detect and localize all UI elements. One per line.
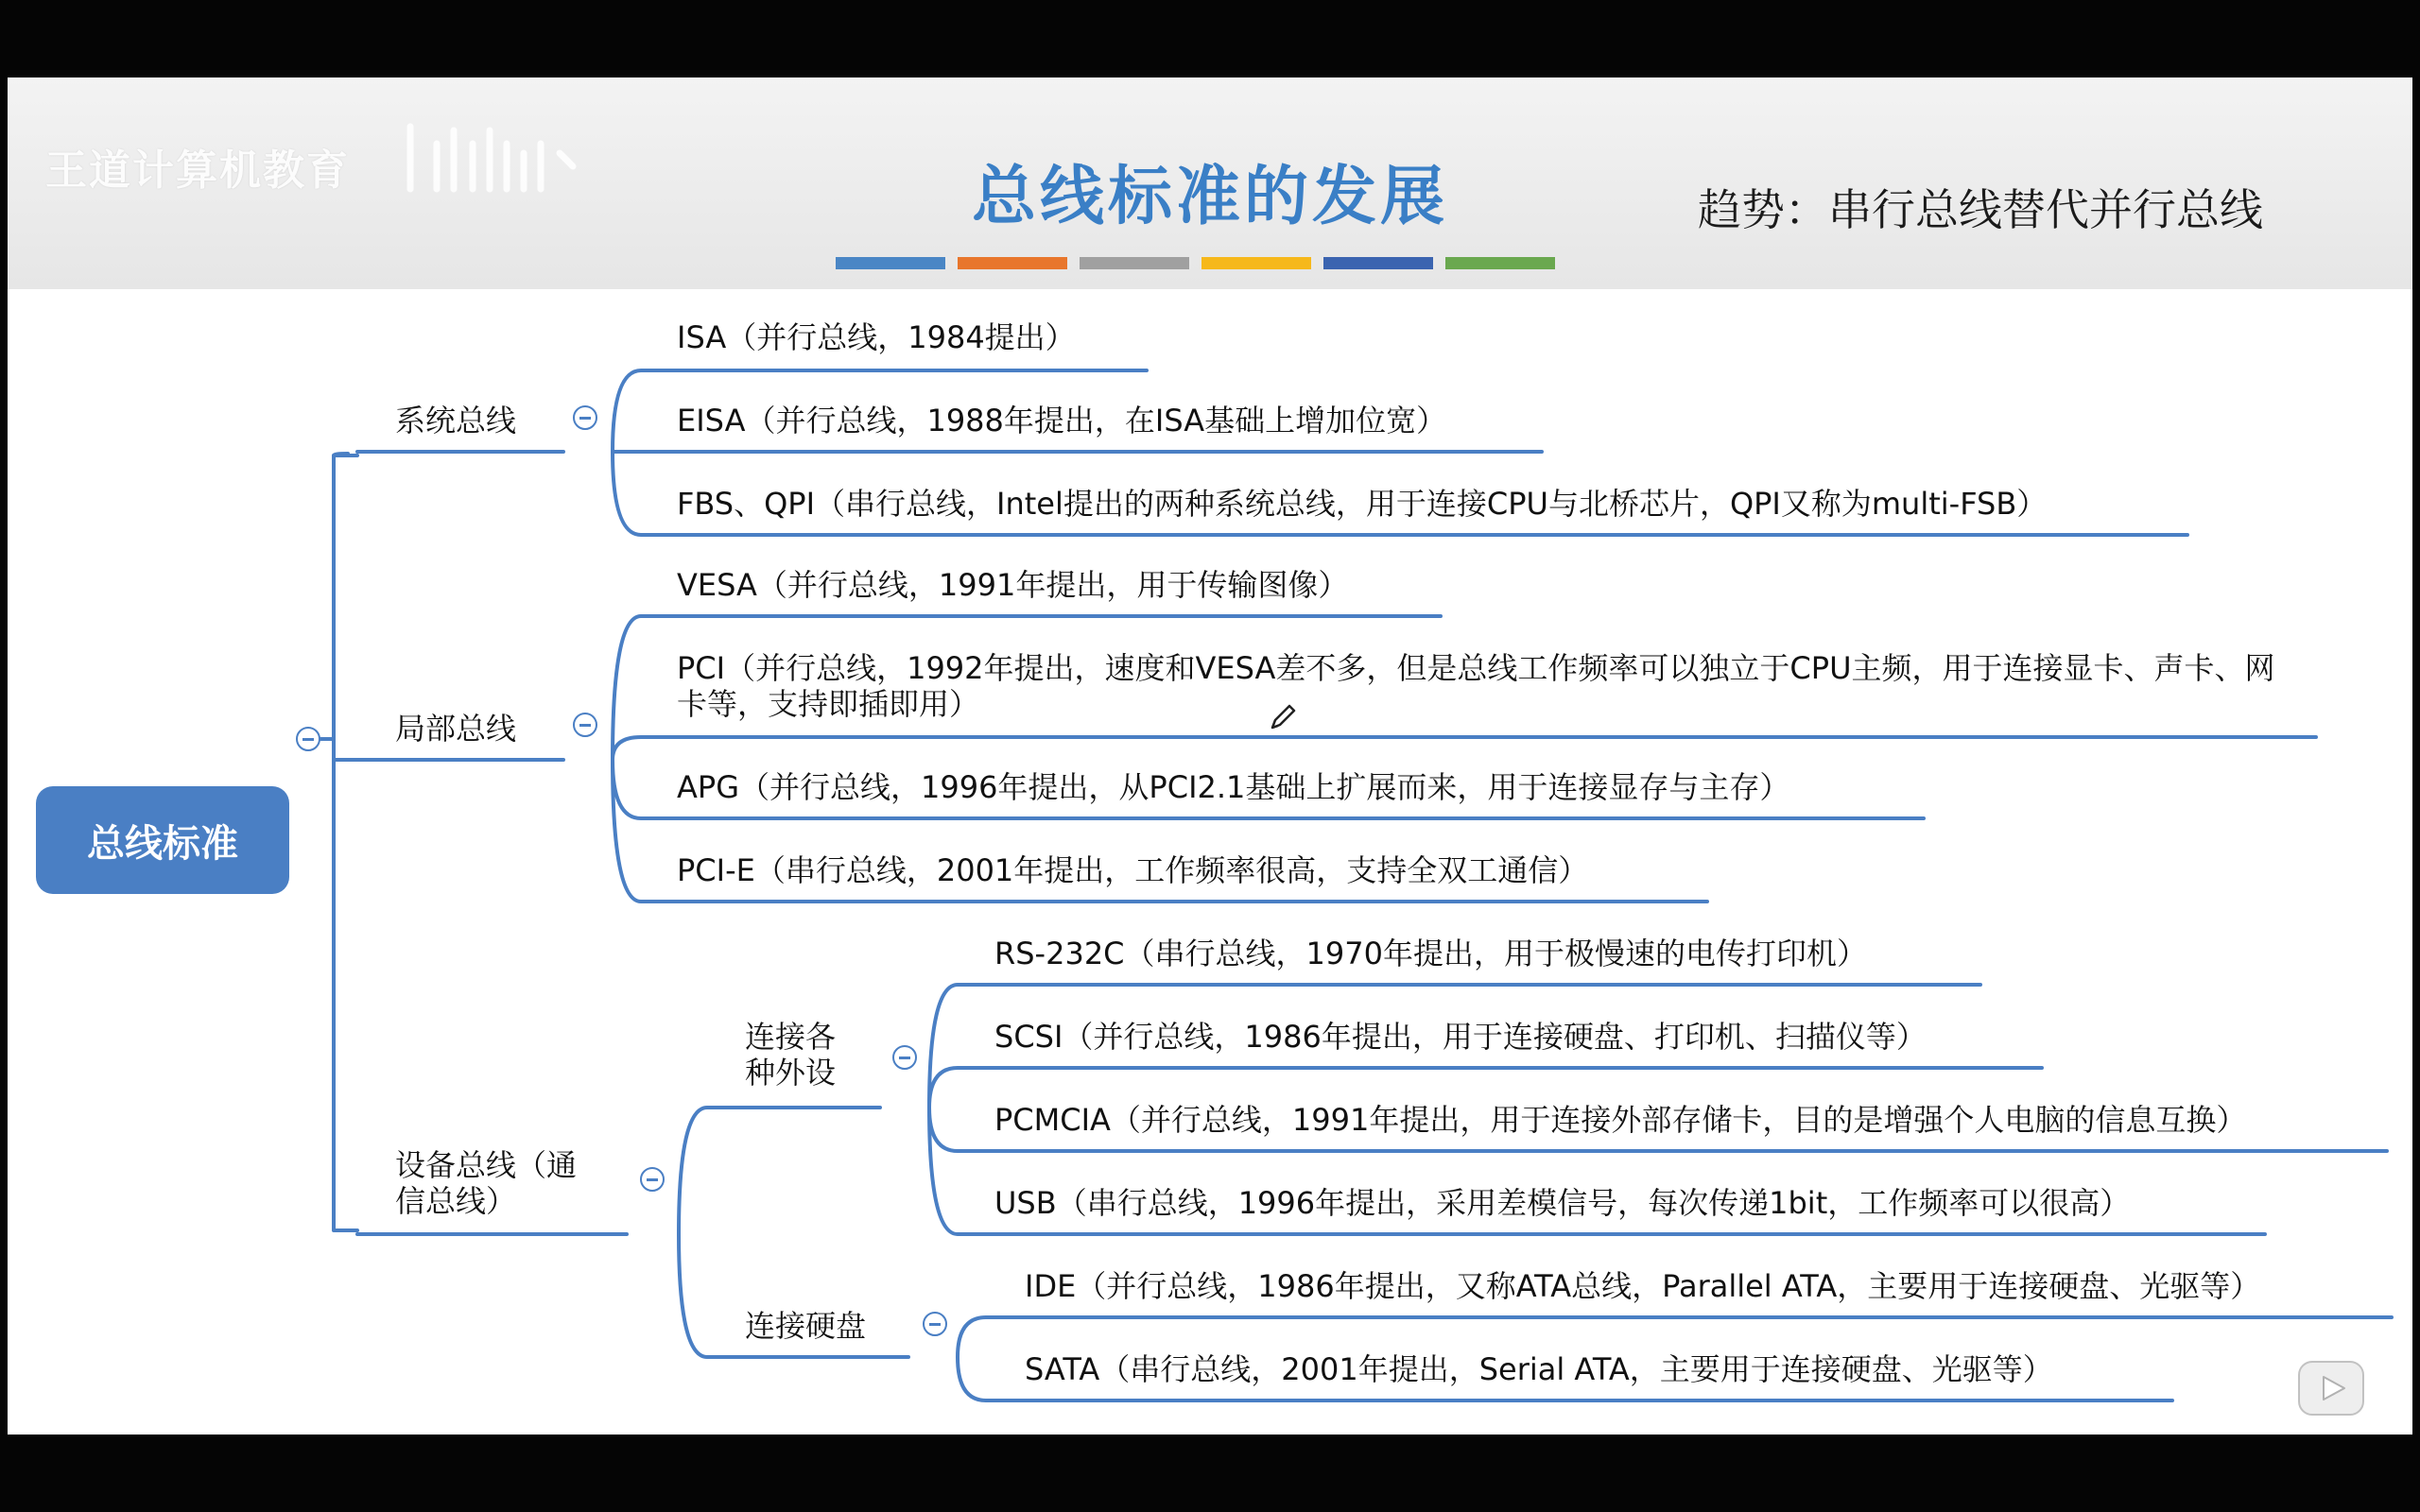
collapse-icon[interactable]	[296, 727, 320, 751]
leaf-label[interactable]: FBS、QPI（串行总线，Intel提出的两种系统总线，用于连接CPU与北桥芯片，QPI又称为multi-FSB）	[677, 486, 2048, 522]
leaf-label[interactable]: EISA（并行总线，1988年提出，在ISA基础上增加位宽）	[677, 403, 1447, 438]
root-node[interactable]: 总线标准	[36, 786, 289, 894]
leaf-label[interactable]: PCI（并行总线，1992年提出，速度和VESA差不多，但是总线工作频率可以独立于CPU主频，用于连接显卡、声卡、网卡等，支持即插即用）	[677, 650, 2275, 722]
slide	[8, 77, 2412, 1435]
watermark: 王道计算机教育	[45, 146, 350, 195]
leaf-label[interactable]: APG（并行总线，1996年提出，从PCI2.1基础上扩展而来，用于连接显存与主存）	[677, 769, 1790, 805]
slide-title: 总线标准的发展	[971, 160, 1448, 234]
collapse-icon[interactable]	[923, 1312, 947, 1336]
leaf-label[interactable]: PCI-E（串行总线，2001年提出，工作频率很高，支持全双工通信）	[677, 852, 1589, 888]
slide-subtitle: 趋势：串行总线替代并行总线	[1698, 184, 2263, 235]
leaf-label[interactable]: USB（串行总线，1996年提出，采用差模信号，每次传递1bit，工作频率可以很高）	[994, 1185, 2131, 1221]
branch-label-device-bus[interactable]: 设备总线（通信总线）	[395, 1147, 578, 1219]
leaf-label[interactable]: SATA（串行总线，2001年提出，Serial ATA，主要用于连接硬盘、光驱等）	[1025, 1351, 2053, 1387]
sub-branch-label-hard-disk[interactable]: 连接硬盘	[745, 1308, 867, 1344]
collapse-icon[interactable]	[573, 713, 597, 737]
leaf-label[interactable]: IDE（并行总线，1986年提出，又称ATA总线，Parallel ATA，主要用于连接硬盘、光驱等）	[1025, 1268, 2261, 1304]
pencil-cursor-icon	[1267, 701, 1299, 733]
collapse-icon[interactable]	[892, 1045, 917, 1070]
leaf-label[interactable]: RS-232C（串行总线，1970年提出，用于极慢速的电传打印机）	[994, 936, 1867, 971]
leaf-label[interactable]: SCSI（并行总线，1986年提出，用于连接硬盘、打印机、扫描仪等）	[994, 1019, 1927, 1055]
leaf-label[interactable]: VESA（并行总线，1991年提出，用于传输图像）	[677, 567, 1349, 603]
leaf-label[interactable]: PCMCIA（并行总线，1991年提出，用于连接外部存储卡，目的是增强个人电脑的信息互换）	[994, 1102, 2247, 1138]
branch-label-system-bus[interactable]: 系统总线	[395, 403, 517, 438]
branch-label-local-bus[interactable]: 局部总线	[395, 711, 517, 747]
collapse-icon[interactable]	[573, 405, 597, 430]
play-icon[interactable]	[2295, 1358, 2367, 1418]
sub-branch-label-peripherals[interactable]: 连接各种外设	[745, 1019, 837, 1091]
mindmap-connectors	[8, 77, 2412, 1435]
leaf-label[interactable]: ISA（并行总线，1984提出）	[677, 319, 1076, 355]
collapse-icon[interactable]	[640, 1167, 665, 1192]
